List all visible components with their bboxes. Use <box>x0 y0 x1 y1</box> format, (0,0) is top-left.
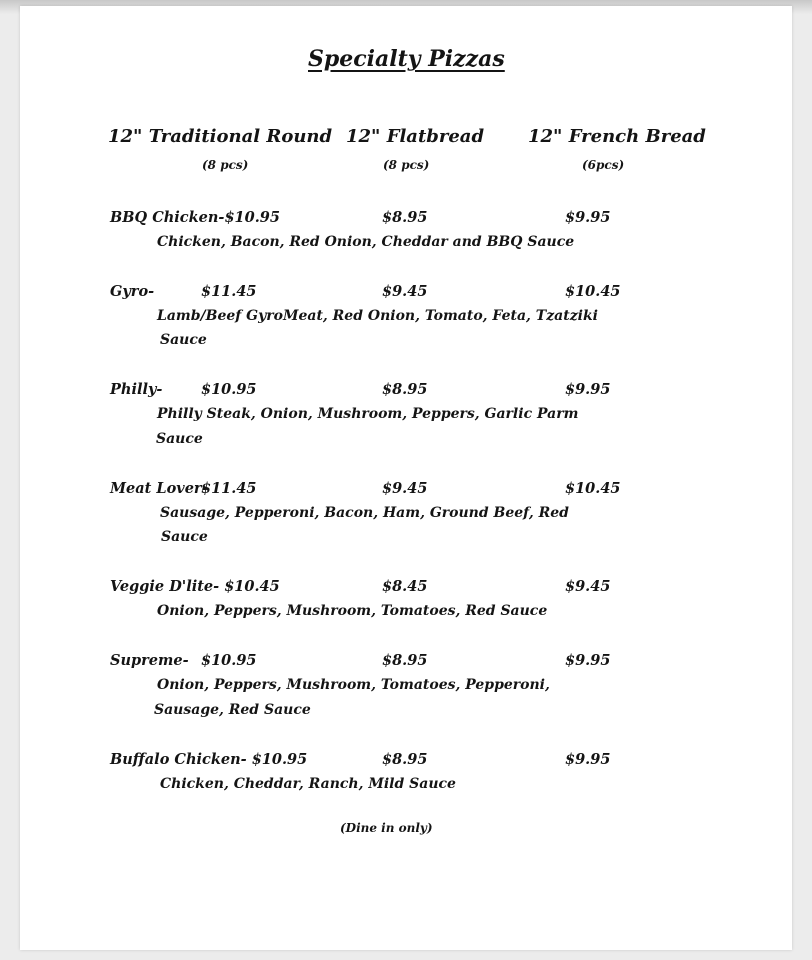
item-desc-gyro-cont: Sauce <box>160 332 207 348</box>
column-sub-french-bread: (6pcs) <box>582 158 625 172</box>
price-flatbread-supreme: $8.95 <box>382 652 428 669</box>
price-flatbread-gyro: $9.45 <box>382 283 428 300</box>
price-round-gyro: $11.45 <box>201 283 257 300</box>
dine-in-note: (Dine in only) <box>340 821 433 835</box>
price-flatbread-meat-lover: $9.45 <box>382 480 428 497</box>
item-name-meat-lover: Meat Lover- <box>110 480 208 497</box>
price-french-bbq-chicken: $9.95 <box>565 209 611 226</box>
item-desc-philly-cont: Sauce <box>156 431 203 447</box>
price-french-gyro: $10.45 <box>565 283 621 300</box>
price-french-meat-lover: $10.45 <box>565 480 621 497</box>
price-round-supreme: $10.95 <box>201 652 257 669</box>
price-flatbread-veggie-dlite: $8.45 <box>382 578 428 595</box>
page-title: Specialty Pizzas <box>308 46 505 72</box>
item-desc-buffalo-chicken: Chicken, Cheddar, Ranch, Mild Sauce <box>160 776 456 792</box>
item-desc-supreme: Onion, Peppers, Mushroom, Tomatoes, Pepperoni, <box>157 677 550 693</box>
price-flatbread-philly: $8.95 <box>382 381 428 398</box>
price-round-philly: $10.95 <box>201 381 257 398</box>
price-french-supreme: $9.95 <box>565 652 611 669</box>
price-french-buffalo-chicken: $9.95 <box>565 751 611 768</box>
price-flatbread-buffalo-chicken: $8.95 <box>382 751 428 768</box>
item-name-supreme: Supreme- <box>110 652 189 669</box>
item-name-buffalo-chicken: Buffalo Chicken- $10.95 <box>110 751 308 768</box>
price-french-philly: $9.95 <box>565 381 611 398</box>
item-desc-supreme-cont: Sausage, Red Sauce <box>154 702 311 718</box>
menu-page <box>20 6 792 950</box>
item-desc-meat-lover: Sausage, Pepperoni, Bacon, Ham, Ground Beef, Red <box>160 505 569 521</box>
price-french-veggie-dlite: $9.45 <box>565 578 611 595</box>
column-header-flatbread: 12" Flatbread <box>346 126 485 147</box>
item-name-veggie-dlite: Veggie D'lite- $10.45 <box>110 578 280 595</box>
item-name-bbq-chicken: BBQ Chicken-$10.95 <box>110 209 280 226</box>
price-round-meat-lover: $11.45 <box>201 480 257 497</box>
item-desc-gyro: Lamb/Beef GyroMeat, Red Onion, Tomato, Feta, Tzatziki <box>157 308 598 324</box>
item-desc-veggie-dlite: Onion, Peppers, Mushroom, Tomatoes, Red Sauce <box>157 603 548 619</box>
price-flatbread-bbq-chicken: $8.95 <box>382 209 428 226</box>
column-header-traditional-round: 12" Traditional Round <box>108 126 333 147</box>
column-sub-traditional-round: (8 pcs) <box>202 158 249 172</box>
item-name-gyro: Gyro- <box>110 283 155 300</box>
item-desc-philly: Philly Steak, Onion, Mushroom, Peppers, Garlic Parm <box>157 406 579 422</box>
item-name-philly: Philly- <box>110 381 163 398</box>
column-sub-flatbread: (8 pcs) <box>383 158 430 172</box>
item-desc-bbq-chicken: Chicken, Bacon, Red Onion, Cheddar and BBQ Sauce <box>157 234 575 250</box>
item-desc-meat-lover-cont: Sauce <box>161 529 208 545</box>
column-header-french-bread: 12" French Bread <box>528 126 706 147</box>
